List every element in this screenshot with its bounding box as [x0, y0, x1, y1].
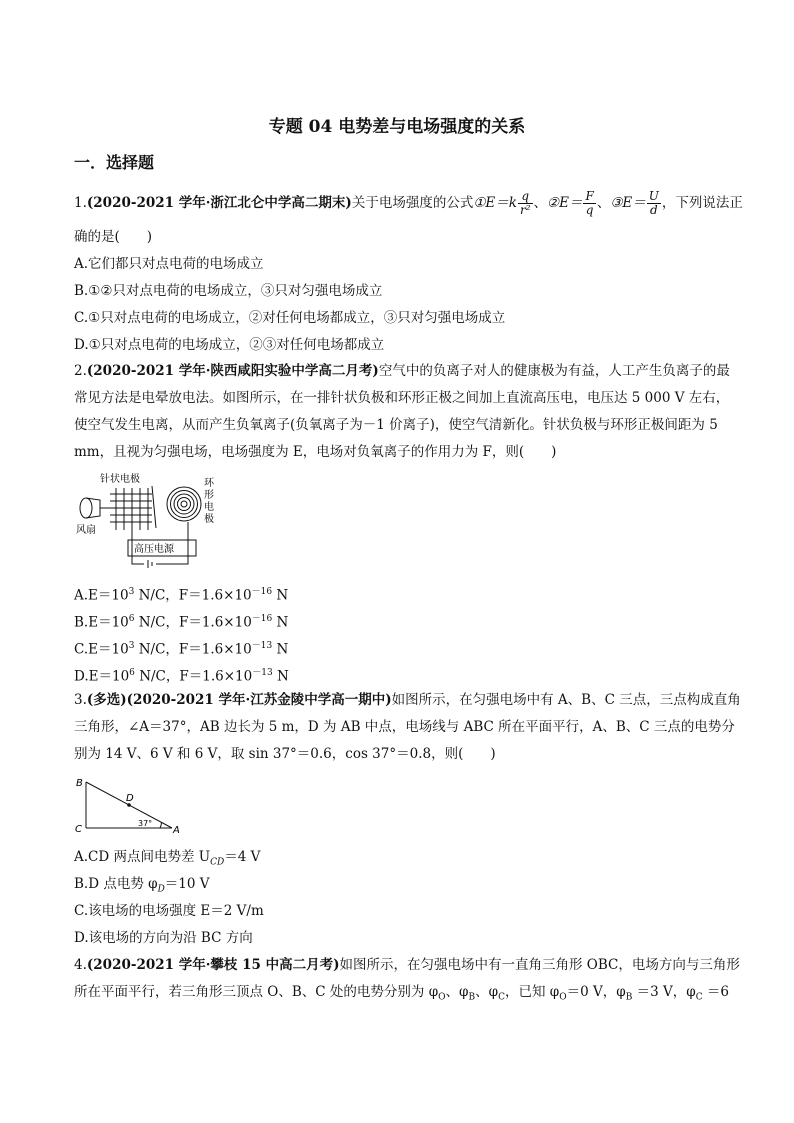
ring-electrode-icon: [167, 487, 201, 521]
q2-number: 2.: [74, 363, 87, 379]
q3-option-b: B.D 点电势 $\varphi_D=10$ V: [74, 876, 210, 895]
q1-option-c: C.①只对点电荷的电场成立，②对任何电场都成立，③只对匀强电场成立: [74, 310, 506, 326]
q4-stem-line2: 所在平面平行，若三角形三顶点 O、B、C 处的电势分别为 $\varphi_O$、$\varphi_B$、$\varphi_C$，已知 $\varphi_O=0$ V，$\varphi_B =3$ V，$\varphi_C =6$: [74, 984, 729, 1003]
q1-option-b: B.①②只对点电荷的电场成立，③只对匀强电场成立: [74, 283, 383, 299]
q2-source: (2020-2021 学年·陕西咸阳实验中学高二月考): [86, 363, 379, 379]
q1-option-d: D.①只对点电荷的电场成立，②③对任何电场都成立: [74, 337, 385, 353]
q2-stem-line4: mm，且视为匀强电场，电场强度为 E，电场对负氧离子的作用力为 F，则( ): [74, 444, 557, 460]
q4-source: (2020-2021 学年·攀枝 15 中高二月考): [86, 957, 340, 973]
q1-source: (2020-2021 学年·浙江北仑中学高二期末): [86, 195, 352, 211]
power-supply-label: 高压电源: [134, 544, 174, 555]
label-b: B: [76, 778, 83, 789]
q3-option-d: D.该电场的方向为沿 BC 方向: [74, 930, 253, 946]
q3-figure-triangle: [72, 772, 192, 836]
page-title: 专题 04 电势差与电场强度的关系: [268, 117, 526, 137]
q2-stem: 2.(2020-2021 学年·陕西咸阳实验中学高二月考)空气中的负离子对人的健康极为有益，人工产生负离子的最: [74, 363, 730, 379]
q3-stem-line2: 三角形，∠A＝37°，AB 边长为 5 m，D 为 AB 中点，电场线与 ABC 所在平面平行，A、B、C 三点的电势分: [74, 719, 735, 735]
label-a: A: [173, 825, 180, 836]
fan-icon: [80, 498, 114, 518]
label-d: D: [126, 793, 134, 804]
q2-figure-ionizer: [72, 470, 232, 572]
fan-label: 风扇: [76, 525, 96, 536]
q3-option-a: A.CD 两点间电势差 $U_{CD}=4$ V: [74, 849, 261, 868]
ring-electrode-label-4: 极: [204, 514, 214, 525]
ring-electrode-label-2: 形: [204, 490, 214, 501]
q1-formula-2: ②E＝: [547, 195, 583, 211]
q1-formula-1: ①E＝k: [473, 195, 517, 211]
angle-label: 37°: [138, 819, 153, 828]
q2-option-c: $C.E=10^3$ N/C，$F=1.6\times 10^{-13}$ N: [74, 641, 289, 658]
section-heading: 一．选择题: [74, 153, 155, 172]
q1-number: 1.: [74, 195, 87, 211]
q1-stem: 1.(2020-2021 学年·浙江北仑中学高二期末)关于电场强度的公式①E＝k $\frac{q}{\text{r²}}$ 、②E＝ $\frac{F}{q}$ 、③E＝ $\frac{U}{d}$ ，下列说法正: [74, 189, 743, 217]
q3-stem: 3.(多选)(2020-2021 学年·江苏金陵中学高一期中)如图所示，在匀强电场中有 A、B、C 三点，三点构成直角: [74, 692, 741, 708]
needle-grid: [110, 486, 156, 530]
q1-stem-line2: 确的是( ): [74, 229, 153, 245]
q2-stem-line3: 使空气发生电离，从而产生负氧离子(负氧离子为－1 价离子)，使空气清新化。针状负极与环形正极间距为 5: [74, 417, 718, 433]
q1-formula-3: ③E＝: [610, 195, 646, 211]
q3-stem-line3: 别为 14 V、6 V 和 6 V，取 sin 37°＝0.6，cos 37°＝0.8，则( ): [74, 746, 496, 762]
q3-number: 3.: [74, 692, 87, 708]
q3-multi-tag: (多选): [86, 692, 127, 708]
label-c: C: [75, 824, 82, 835]
q3-option-c: C.该电场的电场强度 E＝2 V/m: [74, 903, 264, 919]
q2-stem-line2: 常见方法是电晕放电法。如图所示，在一排针状负极和环形正极之间加上直流高压电，电压达 5 000 V 左右，: [74, 390, 730, 406]
q2-option-d: $D.E=10^6$ N/C，$F=1.6\times 10^{-13}$ N: [74, 668, 289, 685]
ring-electrode-label-1: 环: [204, 478, 214, 489]
q2-option-b: $B.E=10^6$ N/C，$F=1.6\times 10^{-16}$ N: [74, 614, 289, 631]
needle-electrode-label: 针状电极: [100, 474, 140, 485]
q3-source: (2020-2021 学年·江苏金陵中学高一期中): [126, 692, 392, 708]
q2-option-a: $A.E=10^3$ N/C，$F=1.6\times 10^{-16}$ N: [74, 587, 289, 604]
ring-electrode-label-3: 电: [204, 502, 214, 513]
q4-number: 4.: [74, 957, 87, 973]
q4-stem: 4.(2020-2021 学年·攀枝 15 中高二月考)如图所示，在匀强电场中有一直角三角形 OBC，电场方向与三角形: [74, 957, 740, 973]
q1-option-a: A.它们都只对点电荷的电场成立: [74, 256, 264, 272]
